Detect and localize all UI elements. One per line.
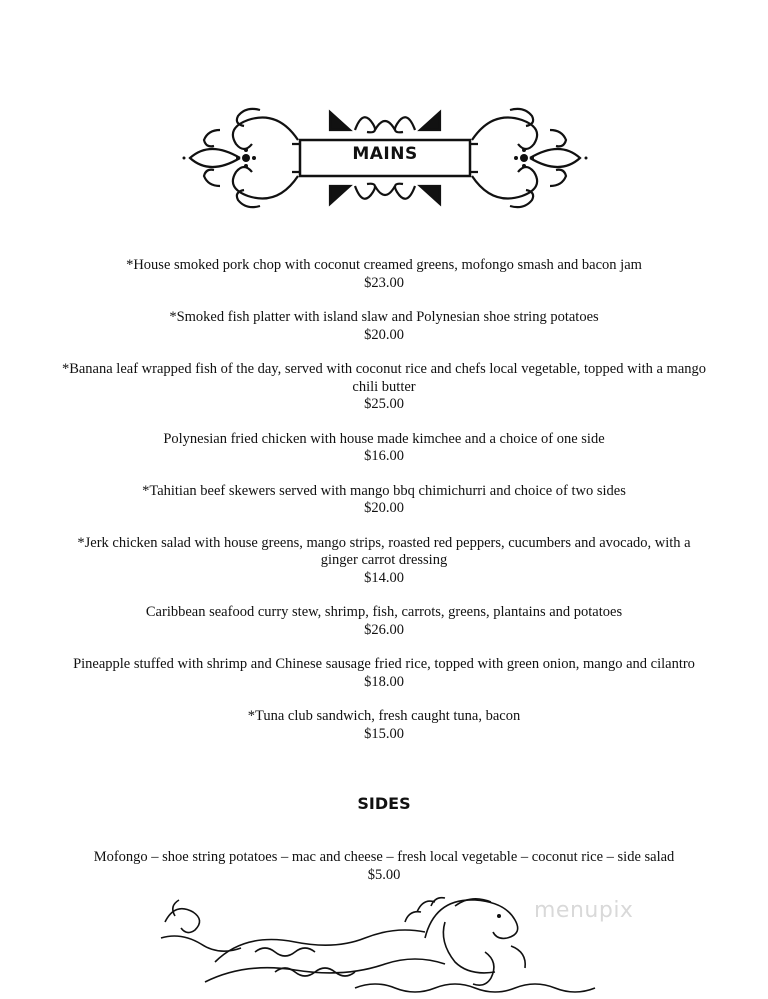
menu-item-description: *Tahitian beef skewers served with mango bbq chimichurri and choice of two sides: [142, 482, 626, 499]
menu-item-price: $20.00: [364, 500, 404, 516]
menu-item-price: $14.00: [364, 569, 404, 586]
menu-item-description: *House smoked pork chop with coconut creamed greens, mofongo smash and bacon jam: [126, 257, 642, 273]
menu-item-description: Caribbean seafood curry stew, shrimp, fish, carrots, greens, plantains and potatoes: [145, 604, 623, 620]
menu-item: [60, 361, 708, 414]
watermark-logo: menupix: [534, 898, 634, 923]
menu-item: [60, 708, 708, 743]
menu-item: [60, 431, 708, 466]
menu-item: [60, 257, 708, 292]
menu-item: [60, 483, 708, 518]
menu-item-price: $16.00: [364, 448, 404, 464]
mains-list: [60, 257, 708, 760]
menu-item-price: $18.00: [364, 673, 404, 690]
menu-item-description: *Smoked fish platter with island slaw and Polynesian shoe string potatoes: [169, 309, 599, 325]
menu-item-description: Pineapple stuffed with shrimp and Chinese sausage fried rice, topped with green onion, mango and cilantro: [73, 656, 695, 672]
menu-item: [60, 309, 708, 344]
menu-item-price: $26.00: [364, 621, 404, 638]
menu-item-description: *Banana leaf wrapped fish of the day, served with coconut rice and chefs local vegetable, topped with a mango chili butter: [61, 361, 707, 395]
menu-item-description: Polynesian fried chicken with house made kimchee and a choice of one side: [163, 430, 605, 447]
menu-item: [60, 535, 708, 588]
sides-description: Mofongo – shoe string potatoes – mac and cheese – fresh local vegetable – coconut rice – side salad: [93, 849, 675, 865]
mains-ornament-banner: [180, 100, 590, 220]
sides-heading: SIDES: [357, 794, 411, 813]
sides-price: $5.00: [367, 866, 401, 883]
menu-item-description: *Jerk chicken salad with house greens, mango strips, roasted red peppers, cucumbers and avocado, with a ginger carrot dressing: [77, 534, 691, 568]
menu-item-price: $25.00: [364, 396, 404, 412]
menu-item-price: $23.00: [364, 274, 404, 291]
menu-item-price: $20.00: [364, 326, 404, 343]
sides-section: [40, 849, 728, 884]
mains-heading: MAINS: [352, 144, 418, 164]
menu-item: [60, 656, 708, 691]
menu-item-description: *Tuna club sandwich, fresh caught tuna, bacon: [247, 708, 521, 724]
menu-item-price: $15.00: [364, 725, 404, 742]
menu-item: [60, 604, 708, 639]
